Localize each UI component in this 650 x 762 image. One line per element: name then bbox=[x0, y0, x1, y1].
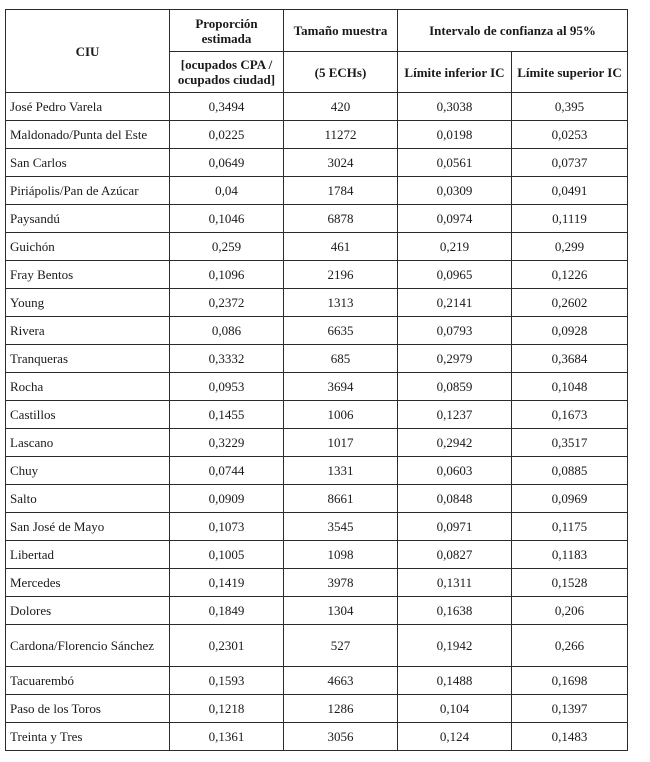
cell-limite-superior: 0,1226 bbox=[512, 261, 628, 289]
cell-ciu: Cardona/Florencio Sánchez bbox=[6, 625, 170, 667]
cell-ciu: Piriápolis/Pan de Azúcar bbox=[6, 177, 170, 205]
table-row bbox=[6, 149, 628, 177]
table-row bbox=[6, 317, 628, 345]
cell-limite-superior: 0,1048 bbox=[512, 373, 628, 401]
cell-proporcion: 0,0744 bbox=[170, 457, 284, 485]
cell-ciu: Dolores bbox=[6, 597, 170, 625]
cell-tamano: 461 bbox=[284, 233, 398, 261]
cell-tamano: 3694 bbox=[284, 373, 398, 401]
table-row bbox=[6, 625, 628, 667]
table-row bbox=[6, 569, 628, 597]
cell-limite-inferior: 0,0309 bbox=[398, 177, 512, 205]
cell-limite-superior: 0,299 bbox=[512, 233, 628, 261]
cell-proporcion: 0,0225 bbox=[170, 121, 284, 149]
cell-proporcion: 0,1005 bbox=[170, 541, 284, 569]
cell-limite-inferior: 0,1237 bbox=[398, 401, 512, 429]
cell-limite-superior: 0,1528 bbox=[512, 569, 628, 597]
cell-tamano: 1784 bbox=[284, 177, 398, 205]
cell-ciu: José Pedro Varela bbox=[6, 93, 170, 121]
cell-limite-inferior: 0,0965 bbox=[398, 261, 512, 289]
cell-proporcion: 0,1096 bbox=[170, 261, 284, 289]
table-row bbox=[6, 121, 628, 149]
cell-tamano: 3545 bbox=[284, 513, 398, 541]
cell-tamano: 1304 bbox=[284, 597, 398, 625]
table-body bbox=[6, 93, 628, 751]
cell-limite-superior: 0,0928 bbox=[512, 317, 628, 345]
cell-limite-superior: 0,3684 bbox=[512, 345, 628, 373]
cell-limite-superior: 0,1673 bbox=[512, 401, 628, 429]
header-intervalo: Intervalo de confianza al 95% bbox=[398, 10, 628, 52]
cell-ciu: San Carlos bbox=[6, 149, 170, 177]
cell-proporcion: 0,259 bbox=[170, 233, 284, 261]
table-row bbox=[6, 513, 628, 541]
cell-proporcion: 0,0953 bbox=[170, 373, 284, 401]
cell-ciu: Tranqueras bbox=[6, 345, 170, 373]
cell-limite-superior: 0,1183 bbox=[512, 541, 628, 569]
cell-tamano: 3978 bbox=[284, 569, 398, 597]
cell-limite-superior: 0,0969 bbox=[512, 485, 628, 513]
cell-proporcion: 0,1073 bbox=[170, 513, 284, 541]
cell-ciu: Libertad bbox=[6, 541, 170, 569]
cell-ciu: Young bbox=[6, 289, 170, 317]
cell-ciu: Chuy bbox=[6, 457, 170, 485]
cell-limite-inferior: 0,0198 bbox=[398, 121, 512, 149]
table-row bbox=[6, 289, 628, 317]
cell-limite-inferior: 0,0793 bbox=[398, 317, 512, 345]
cell-limite-inferior: 0,0971 bbox=[398, 513, 512, 541]
cell-tamano: 527 bbox=[284, 625, 398, 667]
cell-proporcion: 0,0649 bbox=[170, 149, 284, 177]
cell-limite-inferior: 0,3038 bbox=[398, 93, 512, 121]
header-row-1 bbox=[6, 10, 628, 52]
cell-proporcion: 0,0909 bbox=[170, 485, 284, 513]
cell-tamano: 1006 bbox=[284, 401, 398, 429]
table-row bbox=[6, 695, 628, 723]
cell-limite-superior: 0,2602 bbox=[512, 289, 628, 317]
cell-limite-superior: 0,0737 bbox=[512, 149, 628, 177]
cell-proporcion: 0,086 bbox=[170, 317, 284, 345]
cell-tamano: 8661 bbox=[284, 485, 398, 513]
table-row bbox=[6, 667, 628, 695]
table-row bbox=[6, 597, 628, 625]
cell-limite-superior: 0,266 bbox=[512, 625, 628, 667]
cell-limite-inferior: 0,2942 bbox=[398, 429, 512, 457]
table-row bbox=[6, 401, 628, 429]
table-row bbox=[6, 177, 628, 205]
cell-tamano: 11272 bbox=[284, 121, 398, 149]
cell-ciu: Salto bbox=[6, 485, 170, 513]
cell-limite-inferior: 0,0827 bbox=[398, 541, 512, 569]
cell-ciu: Treinta y Tres bbox=[6, 723, 170, 751]
table-header bbox=[6, 10, 628, 93]
cell-limite-superior: 0,0491 bbox=[512, 177, 628, 205]
cell-limite-inferior: 0,2141 bbox=[398, 289, 512, 317]
table-row bbox=[6, 429, 628, 457]
header-limite-superior: Límite superior IC bbox=[512, 52, 628, 93]
cell-proporcion: 0,3229 bbox=[170, 429, 284, 457]
cell-limite-superior: 0,395 bbox=[512, 93, 628, 121]
cell-limite-superior: 0,1698 bbox=[512, 667, 628, 695]
cell-ciu: Rocha bbox=[6, 373, 170, 401]
cell-tamano: 3024 bbox=[284, 149, 398, 177]
cell-tamano: 2196 bbox=[284, 261, 398, 289]
cell-ciu: Paso de los Toros bbox=[6, 695, 170, 723]
cell-ciu: Maldonado/Punta del Este bbox=[6, 121, 170, 149]
cell-limite-inferior: 0,0859 bbox=[398, 373, 512, 401]
cell-limite-superior: 0,0253 bbox=[512, 121, 628, 149]
cell-ciu: Mercedes bbox=[6, 569, 170, 597]
cell-limite-superior: 0,1483 bbox=[512, 723, 628, 751]
cell-limite-inferior: 0,0974 bbox=[398, 205, 512, 233]
cell-limite-inferior: 0,1638 bbox=[398, 597, 512, 625]
cell-ciu: Tacuarembó bbox=[6, 667, 170, 695]
cell-limite-inferior: 0,1488 bbox=[398, 667, 512, 695]
table-row bbox=[6, 205, 628, 233]
header-proporcion: Proporción estimada bbox=[170, 10, 284, 52]
cell-limite-inferior: 0,104 bbox=[398, 695, 512, 723]
cell-tamano: 4663 bbox=[284, 667, 398, 695]
cell-proporcion: 0,3332 bbox=[170, 345, 284, 373]
cell-tamano: 1331 bbox=[284, 457, 398, 485]
cell-proporcion: 0,1218 bbox=[170, 695, 284, 723]
cell-tamano: 6878 bbox=[284, 205, 398, 233]
cell-proporcion: 0,1046 bbox=[170, 205, 284, 233]
table-row bbox=[6, 485, 628, 513]
cell-proporcion: 0,1419 bbox=[170, 569, 284, 597]
header-tamano-sub: (5 ECHs) bbox=[284, 52, 398, 93]
cell-tamano: 685 bbox=[284, 345, 398, 373]
table-row bbox=[6, 457, 628, 485]
table-row bbox=[6, 93, 628, 121]
cell-limite-superior: 0,3517 bbox=[512, 429, 628, 457]
header-tamano: Tamaño muestra bbox=[284, 10, 398, 52]
cell-tamano: 3056 bbox=[284, 723, 398, 751]
cell-limite-inferior: 0,1942 bbox=[398, 625, 512, 667]
cell-ciu: Lascano bbox=[6, 429, 170, 457]
cell-proporcion: 0,1849 bbox=[170, 597, 284, 625]
cell-proporcion: 0,04 bbox=[170, 177, 284, 205]
cell-limite-superior: 0,1175 bbox=[512, 513, 628, 541]
cell-ciu: San José de Mayo bbox=[6, 513, 170, 541]
cell-limite-superior: 0,206 bbox=[512, 597, 628, 625]
cell-limite-inferior: 0,2979 bbox=[398, 345, 512, 373]
cell-proporcion: 0,2301 bbox=[170, 625, 284, 667]
cell-ciu: Rivera bbox=[6, 317, 170, 345]
header-proporcion-sub: [ocupados CPA / ocupados ciudad] bbox=[170, 52, 284, 93]
cell-tamano: 420 bbox=[284, 93, 398, 121]
table-row bbox=[6, 723, 628, 751]
cell-ciu: Guichón bbox=[6, 233, 170, 261]
cell-ciu: Paysandú bbox=[6, 205, 170, 233]
cell-tamano: 1313 bbox=[284, 289, 398, 317]
cell-limite-inferior: 0,0848 bbox=[398, 485, 512, 513]
cell-limite-inferior: 0,124 bbox=[398, 723, 512, 751]
cell-proporcion: 0,2372 bbox=[170, 289, 284, 317]
header-limite-inferior: Límite inferior IC bbox=[398, 52, 512, 93]
cell-ciu: Fray Bentos bbox=[6, 261, 170, 289]
table-row bbox=[6, 261, 628, 289]
cell-proporcion: 0,1455 bbox=[170, 401, 284, 429]
cell-limite-superior: 0,1397 bbox=[512, 695, 628, 723]
confidence-interval-table bbox=[5, 9, 628, 751]
table-row bbox=[6, 541, 628, 569]
cell-tamano: 1017 bbox=[284, 429, 398, 457]
cell-tamano: 1286 bbox=[284, 695, 398, 723]
cell-proporcion: 0,1361 bbox=[170, 723, 284, 751]
cell-tamano: 6635 bbox=[284, 317, 398, 345]
cell-proporcion: 0,1593 bbox=[170, 667, 284, 695]
table-row bbox=[6, 345, 628, 373]
table-row bbox=[6, 373, 628, 401]
table-row bbox=[6, 233, 628, 261]
cell-proporcion: 0,3494 bbox=[170, 93, 284, 121]
cell-tamano: 1098 bbox=[284, 541, 398, 569]
cell-limite-superior: 0,1119 bbox=[512, 205, 628, 233]
cell-limite-inferior: 0,219 bbox=[398, 233, 512, 261]
cell-limite-inferior: 0,1311 bbox=[398, 569, 512, 597]
cell-limite-inferior: 0,0561 bbox=[398, 149, 512, 177]
header-ciu: CIU bbox=[6, 10, 170, 93]
cell-limite-inferior: 0,0603 bbox=[398, 457, 512, 485]
cell-limite-superior: 0,0885 bbox=[512, 457, 628, 485]
cell-ciu: Castillos bbox=[6, 401, 170, 429]
